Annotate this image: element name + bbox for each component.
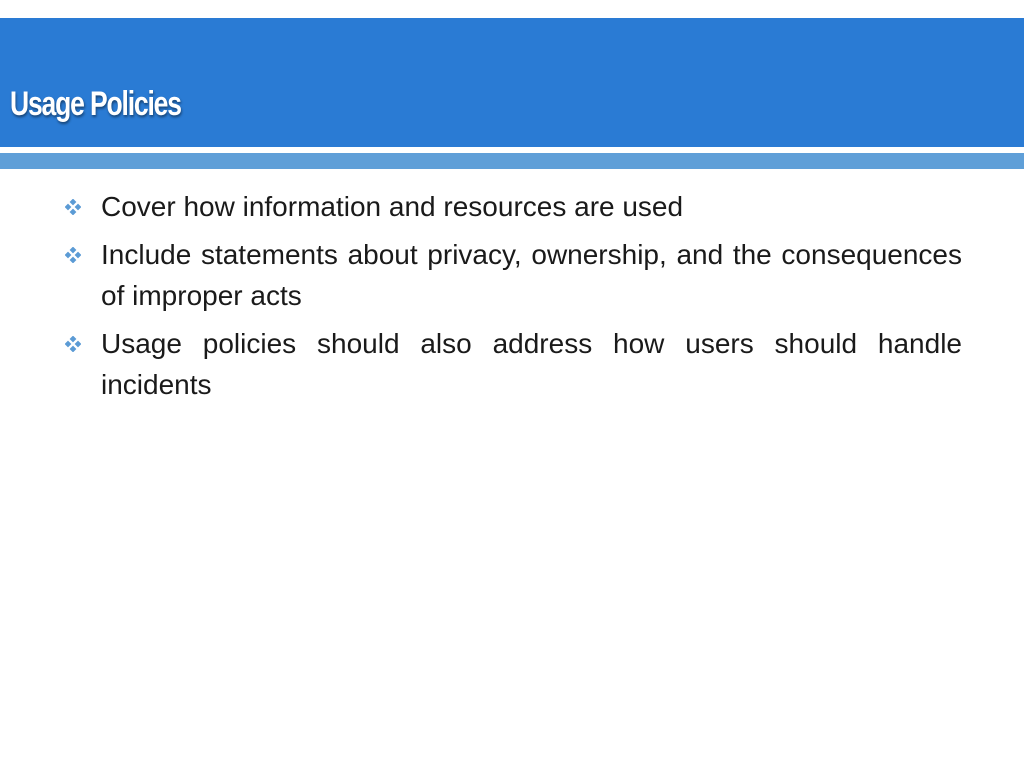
bullet-item: [62, 323, 962, 405]
bullet-list: [62, 186, 962, 412]
diamond-bullet-icon: [65, 336, 81, 352]
diamond-bullet-icon: [65, 199, 81, 215]
bullet-text: Cover how information and resources are used: [101, 191, 684, 222]
bullet-item: [62, 234, 962, 316]
bullet-item: [62, 186, 962, 227]
slide-title: Usage Policies: [10, 85, 181, 123]
diamond-bullet-icon: [65, 247, 81, 263]
bullet-text: Include statements about privacy, ownership, and the consequences of improper acts: [101, 239, 962, 311]
title-bar: [0, 18, 1024, 147]
bullet-text: Usage policies should also address how users should handle incidents: [101, 328, 962, 400]
accent-stripe: [0, 153, 1024, 169]
